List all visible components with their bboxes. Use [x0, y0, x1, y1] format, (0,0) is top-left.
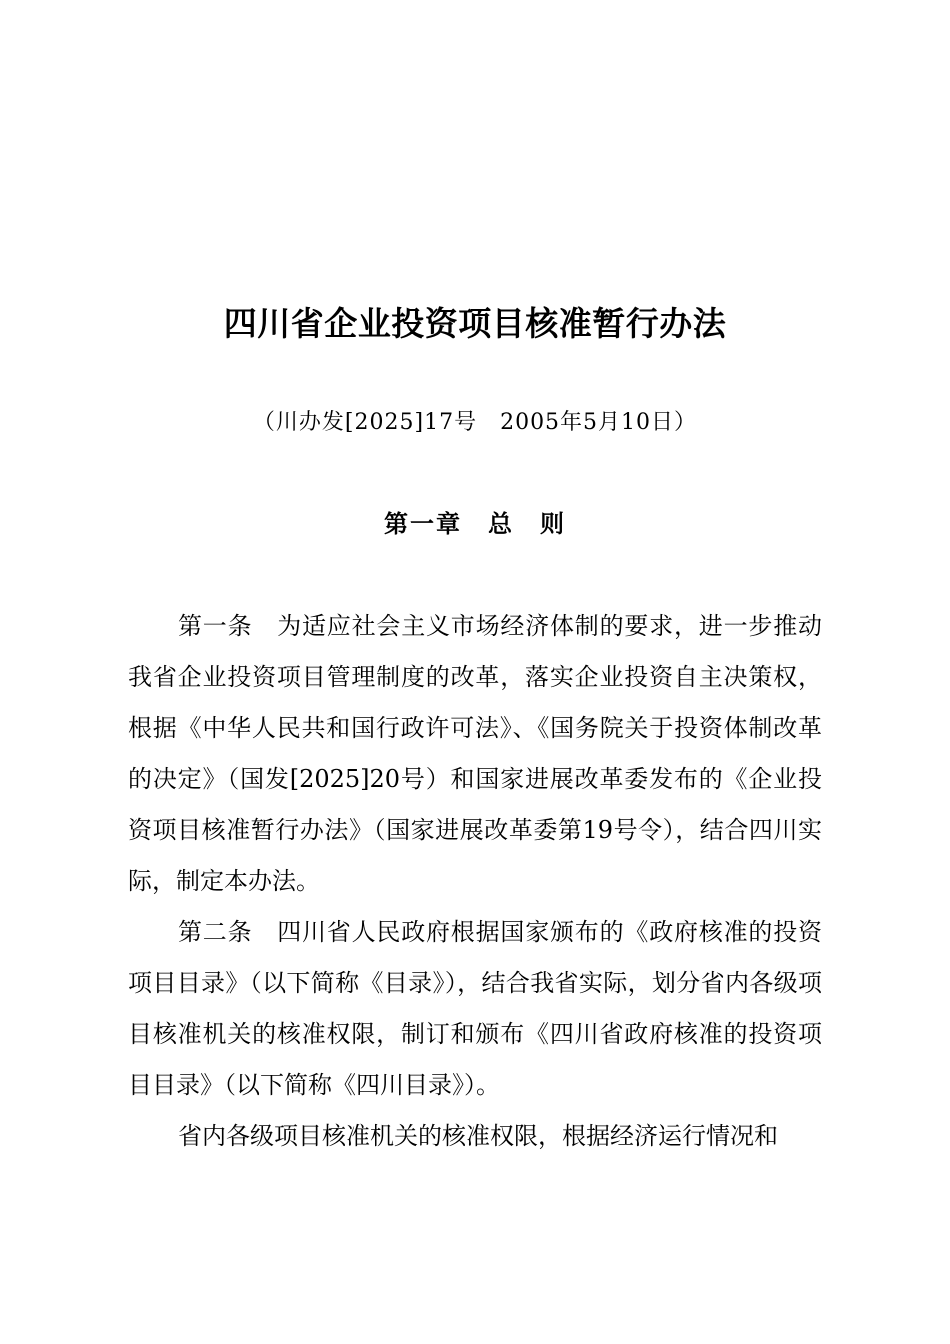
continuation-paragraph: 省内各级项目核准机关的核准权限，根据经济运行情况和 [178, 1122, 778, 1150]
document-body [128, 601, 822, 1162]
document-reference: （川办发[2025]17号 2005年5月10日） [252, 410, 698, 435]
chapter-heading: 第一章 总 则 [384, 510, 566, 538]
document-title: 四川省企业投资项目核准暂行办法 [223, 304, 727, 343]
article-2-paragraph: 第二条 四川省人民政府根据国家颁布的《政府核准的投资项目目录》（以下简称《目录》），结合我省实际，划分省内各级项目核准机关的核准权限，制订和颁布《四川省政府核准的投资项目目录》（以下简称《四川目录》）。 [128, 918, 822, 1099]
article-1-paragraph: 第一条 为适应社会主义市场经济体制的要求，进一步推动我省企业投资项目管理制度的改革，落实企业投资自主决策权，根据《中华人民共和国行政许可法》、《国务院关于投资体制改革的决定》（国发[2025]20号）和国家进展改革委发布的《企业投资项目核准暂行办法》（国家进展改革委第19号令），结合四川实际，制定本办法。 [128, 612, 822, 895]
